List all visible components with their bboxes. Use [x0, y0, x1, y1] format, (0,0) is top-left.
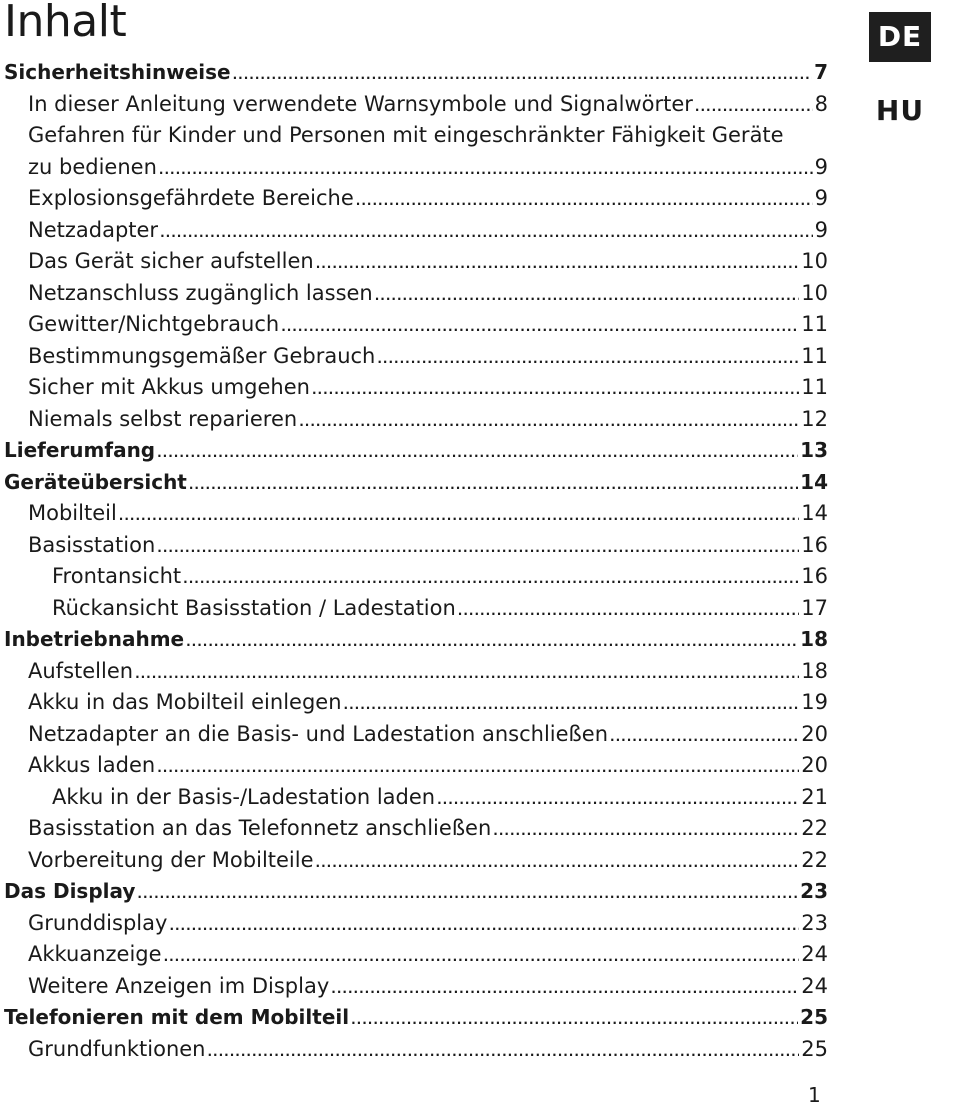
toc-entry-title: Das Gerät sicher aufstellen	[28, 249, 314, 273]
toc-entry-title: Netzanschluss zugänglich lassen	[28, 280, 373, 305]
toc-section-entry[interactable]	[4, 89, 828, 121]
toc-entry-title: Bestimmungsgemäßer Gebrauch	[28, 343, 376, 368]
toc-dot-leader	[610, 731, 799, 743]
toc-entry-title: Weitere Anzeigen im Display	[28, 973, 330, 998]
toc-section-entry[interactable]	[4, 120, 828, 152]
toc-entry-page: 25	[801, 1036, 828, 1061]
toc-dot-leader	[160, 227, 813, 239]
toc-dot-leader	[169, 920, 799, 932]
toc-entry-page: 21	[801, 784, 828, 809]
toc-entry-page: 20	[801, 753, 828, 777]
toc-entry-page: 10	[801, 249, 828, 273]
toc-section-entry[interactable]	[4, 404, 828, 436]
toc-entry-page: 11	[801, 343, 828, 368]
toc-section-entry[interactable]	[4, 656, 828, 688]
toc-dot-leader	[186, 636, 798, 648]
toc-section-entry[interactable]	[4, 341, 828, 373]
toc-dot-leader	[157, 542, 799, 554]
toc-section-entry[interactable]	[4, 246, 828, 278]
toc-section-entry[interactable]	[4, 939, 828, 971]
toc-entry-title: Explosionsgefährdete Bereiche	[28, 186, 354, 210]
toc-entry-page: 23	[800, 879, 828, 903]
toc-entry-page: 23	[801, 910, 828, 935]
toc-section-entry[interactable]	[4, 971, 828, 1003]
toc-entry-page: 10	[801, 280, 828, 305]
toc-entry-page: 16	[801, 564, 828, 588]
toc-dot-leader	[159, 164, 813, 176]
toc-entry-page: 24	[801, 973, 828, 998]
toc-entry-title: Akkuanzeige	[28, 942, 162, 966]
toc-entry-page: 8	[814, 91, 828, 116]
toc-entry-page: 18	[800, 627, 828, 651]
toc-section-entry[interactable]	[4, 593, 828, 625]
toc-dot-leader	[437, 794, 799, 806]
toc-chapter-entry[interactable]	[4, 467, 828, 499]
toc-entry-title: Rückansicht Basisstation / Ladestation	[52, 595, 456, 620]
toc-chapter-entry[interactable]	[4, 624, 828, 656]
toc-entry-title: Netzadapter an die Basis- und Ladestation anschließen	[28, 721, 609, 746]
toc-entry-title: zu bedienen	[28, 154, 157, 179]
toc-dot-leader	[344, 699, 800, 711]
toc-entry-page: 7	[814, 60, 828, 84]
toc-entry-page: 24	[801, 942, 828, 966]
toc-section-entry[interactable]	[4, 561, 828, 593]
language-tab-de[interactable]: DE	[869, 12, 931, 62]
toc-entry-title: Sicherheitshinweise	[4, 60, 231, 84]
toc-dot-leader	[316, 258, 800, 270]
toc-section-entry[interactable]	[4, 215, 828, 247]
table-of-contents	[4, 57, 828, 1065]
toc-entry-title: Aufstellen	[28, 658, 134, 683]
toc-section-entry[interactable]	[4, 1034, 828, 1066]
toc-section-entry[interactable]	[4, 687, 828, 719]
toc-dot-leader	[377, 353, 799, 365]
toc-entry-page: 9	[814, 186, 828, 210]
toc-dot-leader	[157, 447, 798, 459]
toc-entry-title: Akku in der Basis-/Ladestation laden	[52, 784, 436, 809]
toc-section-entry[interactable]	[4, 309, 828, 341]
toc-section-entry[interactable]	[4, 183, 828, 215]
toc-dot-leader	[458, 605, 799, 617]
toc-entry-page: 9	[814, 154, 828, 179]
toc-entry-title: Telefonieren mit dem Mobilteil	[4, 1005, 350, 1029]
toc-chapter-entry[interactable]	[4, 876, 828, 908]
page-title: Inhalt	[4, 0, 127, 47]
toc-dot-leader	[695, 101, 813, 113]
toc-entry-title: Sicher mit Akkus umgehen	[28, 375, 310, 399]
toc-dot-leader	[493, 825, 799, 837]
toc-entry-title: Das Display	[4, 879, 136, 903]
toc-entry-page: 13	[800, 438, 828, 462]
toc-entry-title: Gewitter/Nichtgebrauch	[28, 312, 280, 336]
toc-dot-leader	[189, 479, 798, 491]
toc-entry-title: Basisstation	[28, 532, 156, 557]
toc-entry-title: Niemals selbst reparieren	[28, 406, 298, 431]
toc-entry-page: 12	[801, 406, 828, 431]
toc-dot-leader	[331, 983, 799, 995]
toc-entry-page: 17	[801, 595, 828, 620]
toc-dot-leader	[351, 1014, 798, 1026]
page-number: 1	[808, 1083, 821, 1107]
toc-entry-page: 11	[801, 375, 828, 399]
toc-section-entry[interactable]	[4, 813, 828, 845]
toc-entry-page: 19	[801, 690, 828, 714]
toc-section-entry[interactable]	[4, 372, 828, 404]
toc-dot-leader	[233, 69, 812, 81]
toc-entry-page: 18	[801, 658, 828, 683]
toc-entry-page: 11	[801, 312, 828, 336]
toc-entry-page: 14	[801, 501, 828, 525]
toc-section-entry[interactable]	[4, 498, 828, 530]
toc-section-entry[interactable]	[4, 719, 828, 751]
toc-entry-title: Akkus laden	[28, 753, 156, 777]
toc-chapter-entry[interactable]	[4, 57, 828, 89]
toc-entry-title: Grundfunktionen	[28, 1036, 206, 1061]
toc-entry-title: Basisstation an das Telefonnetz anschließen	[28, 816, 492, 840]
toc-entry-title: Inbetriebnahme	[4, 627, 185, 651]
toc-dot-leader	[375, 290, 800, 302]
toc-section-entry[interactable]	[4, 278, 828, 310]
toc-dot-leader	[208, 1046, 800, 1058]
toc-chapter-entry[interactable]	[4, 1002, 828, 1034]
toc-section-entry[interactable]	[4, 845, 828, 877]
toc-entry-page: 20	[801, 721, 828, 746]
toc-entry-page: 16	[801, 532, 828, 557]
toc-dot-leader	[299, 416, 799, 428]
toc-dot-leader	[312, 384, 799, 396]
toc-section-entry[interactable]	[4, 782, 828, 814]
toc-dot-leader	[281, 321, 799, 333]
toc-entry-page: 25	[800, 1005, 828, 1029]
toc-entry-title: Grunddisplay	[28, 910, 168, 935]
toc-entry-title: Geräteübersicht	[4, 469, 187, 494]
toc-entry-page: 22	[801, 847, 828, 872]
toc-entry-title: Vorbereitung der Mobilteile	[28, 847, 314, 872]
toc-dot-leader	[356, 195, 813, 207]
toc-entry-page: 9	[814, 217, 828, 242]
toc-entry-title: Akku in das Mobilteil einlegen	[28, 690, 342, 714]
toc-section-entry[interactable]	[4, 750, 828, 782]
toc-dot-leader	[183, 573, 799, 585]
toc-entry-title: Lieferumfang	[4, 438, 156, 462]
toc-dot-leader	[157, 762, 799, 774]
toc-entry-title: In dieser Anleitung verwendete Warnsymbole und Signalwörter	[28, 91, 693, 116]
toc-entry-title: Gefahren für Kinder und Personen mit eingeschränkter Fähigkeit Geräte	[28, 123, 784, 147]
toc-section-entry[interactable]	[4, 152, 828, 184]
toc-dot-leader	[119, 510, 799, 522]
toc-entry-page: 22	[801, 816, 828, 840]
toc-entry-title: Frontansicht	[52, 564, 182, 588]
toc-section-entry[interactable]	[4, 908, 828, 940]
toc-dot-leader	[316, 857, 800, 869]
toc-chapter-entry[interactable]	[4, 435, 828, 467]
toc-section-entry[interactable]	[4, 530, 828, 562]
toc-dot-leader	[135, 668, 799, 680]
toc-entry-title: Netzadapter	[28, 217, 159, 242]
toc-dot-leader	[164, 951, 800, 963]
toc-dot-leader	[137, 888, 798, 900]
language-tab-hu[interactable]: HU	[875, 94, 925, 127]
toc-entry-title: Mobilteil	[28, 501, 117, 525]
toc-entry-page: 14	[800, 469, 828, 494]
